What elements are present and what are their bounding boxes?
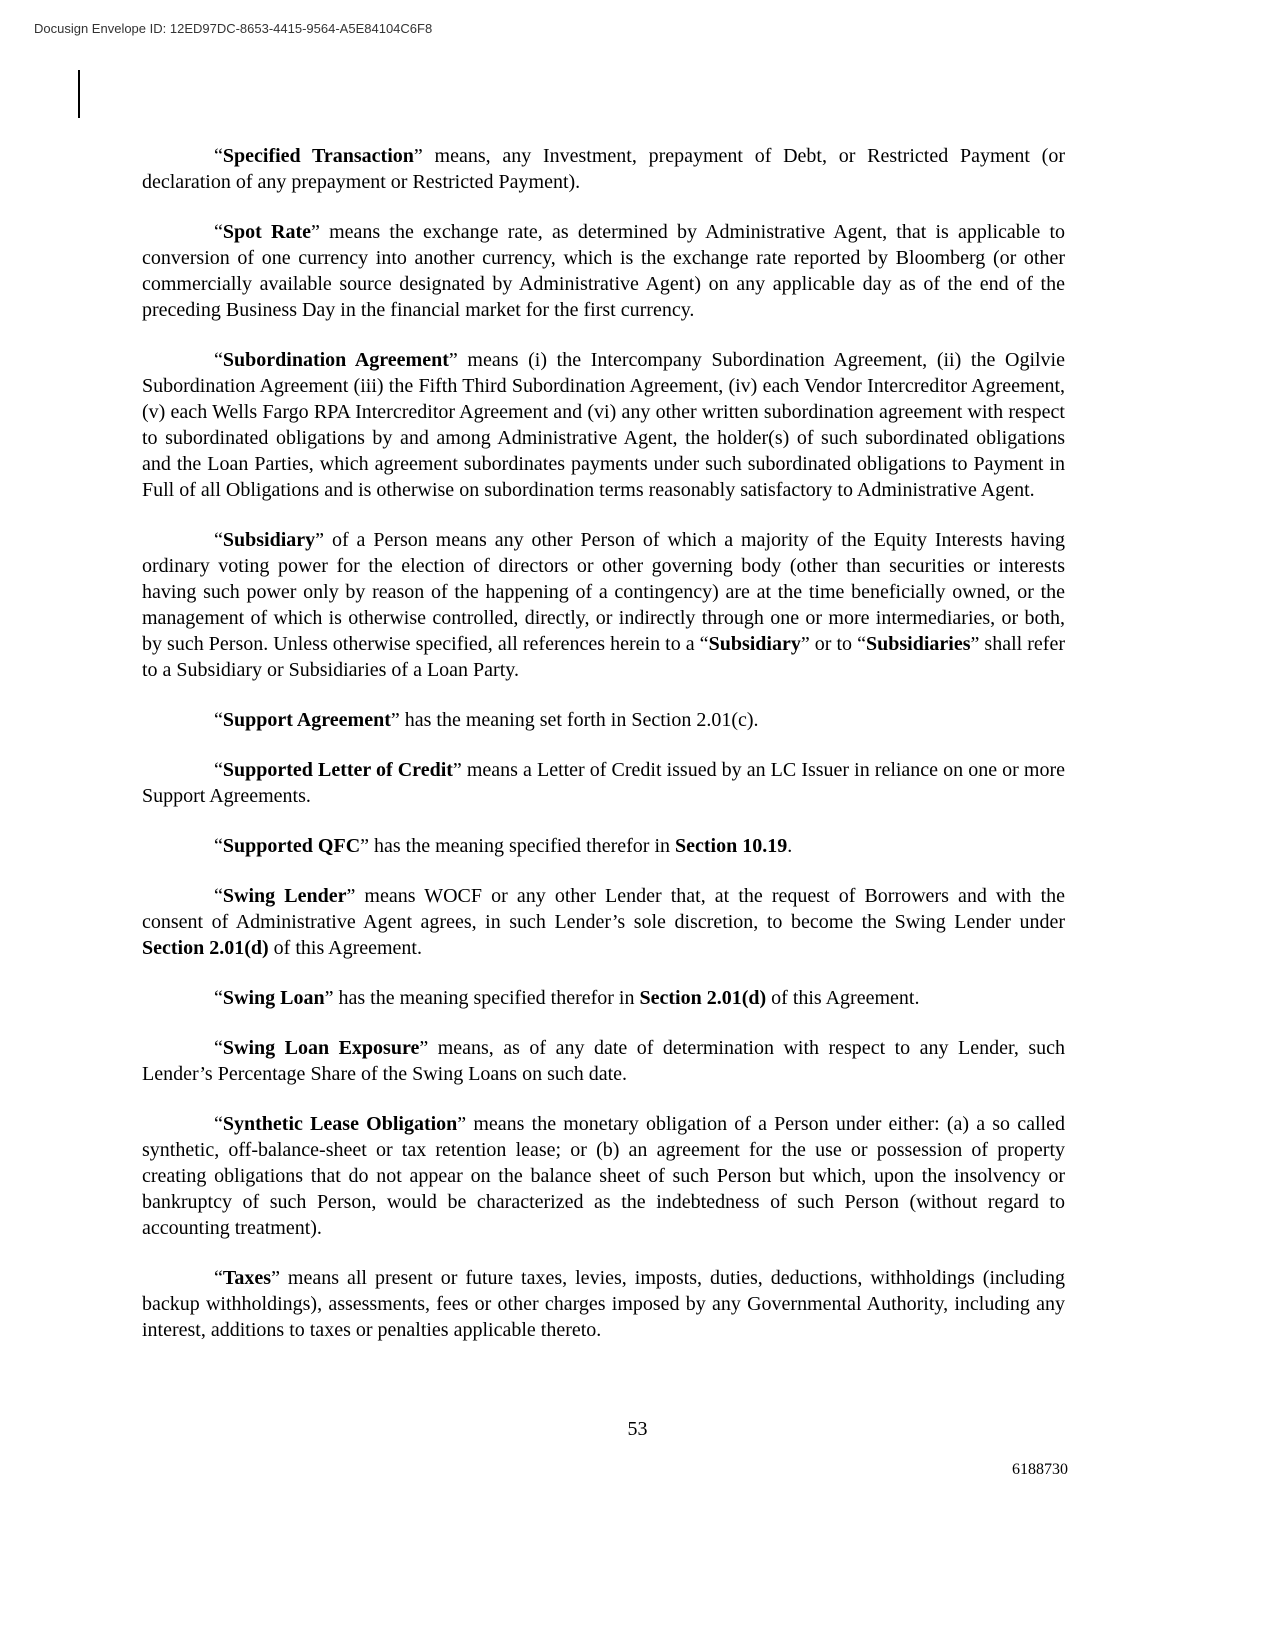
definition-text: “ (214, 221, 223, 243)
defined-term: Supported QFC (222, 835, 361, 857)
defined-term: Section 10.19 (675, 835, 788, 857)
definition-text: “ (214, 145, 223, 167)
defined-term: Swing Lender (222, 885, 347, 907)
definition-text: ” shall refer to a Subsidiary or Subsidiaries of a Loan Party. (142, 633, 1065, 681)
defined-term: Support Agreement (222, 709, 391, 731)
definition-text: “ (214, 349, 223, 371)
defined-term: Subsidiary (222, 529, 316, 551)
definition-paragraph (142, 527, 1065, 683)
page-number: 53 (627, 1418, 648, 1440)
definitions-list (142, 143, 1065, 1367)
definition-text: ” means, any Investment, prepayment of Debt, or Restricted Payment (or declaration of any prepayment or Restricted Payment). (142, 145, 1065, 193)
definition-paragraph (142, 219, 1065, 323)
definition-paragraph (142, 707, 1065, 733)
definition-text: “ (214, 1267, 223, 1289)
definition-text: ” means a Letter of Credit issued by an LC Issuer in reliance on one or more Support Agreements. (142, 759, 1065, 807)
envelope-id: Docusign Envelope ID: 12ED97DC-8653-4415-9564-A5E84104C6F8 (34, 21, 433, 36)
defined-term: Synthetic Lease Obligation (222, 1113, 458, 1135)
defined-term: Swing Loan (222, 987, 325, 1009)
definition-text: “ (214, 1113, 223, 1135)
definition-paragraph (142, 347, 1065, 503)
definition-text: ” has the meaning set forth in Section 2.01(c). (390, 709, 759, 731)
definition-text: “ (214, 759, 223, 781)
definition-text: ” of a Person means any other Person of which a majority of the Equity Interests having ordinary voting power for the election of directors or other governing body (other than securities or interests having such power only by reason of the happening of a contingency) are at the time beneficially owned, or the management of which is otherwise controlled, directly, or indirectly through one or more intermediaries, or both, by such Person. Unless otherwise specified, all references herein to a “ (142, 529, 1065, 655)
definition-text: ” or to “ (800, 633, 866, 655)
definition-text: of this Agreement. (766, 987, 920, 1009)
definition-text: ” means, as of any date of determination with respect to any Lender, such Lender’s Percentage Share of the Swing Loans on such date. (142, 1037, 1065, 1085)
defined-term: Subsidiary (708, 633, 801, 655)
defined-term: Supported Letter of Credit (222, 759, 453, 781)
definition-text: “ (214, 835, 223, 857)
definition-text: ” means (i) the Intercompany Subordination Agreement, (ii) the Ogilvie Subordination Agreement (iii) the Fifth Third Subordination Agreement, (iv) each Vendor Intercreditor Agreement, (v) each Wells Fargo RPA Intercreditor Agreement and (vi) any other written subordination agreement with respect to subordinated obligations by and among Administrative Agent, the holder(s) of such subordinated obligations and the Loan Parties, which agreement subordinates payments under such subordinated obligations to Payment in Full of all Obligations and is otherwise on subordination terms reasonably satisfactory to Administrative Agent. (142, 349, 1065, 501)
definition-text: “ (214, 529, 223, 551)
definition-paragraph (142, 1265, 1065, 1343)
definition-text: of this Agreement. (268, 937, 422, 959)
definition-text: ” means the exchange rate, as determined by Administrative Agent, that is applicable to conversion of one currency into another currency, which is the exchange rate reported by Bloomberg (or other commercially available source designated by Administrative Agent) on any applicable day as of the end of the preceding Business Day in the financial market for the first currency. (142, 221, 1066, 321)
defined-term: Taxes (222, 1267, 272, 1289)
definition-paragraph (142, 833, 1065, 859)
definition-text: . (787, 835, 793, 857)
definition-paragraph (142, 143, 1065, 195)
defined-term: Subsidiaries (866, 633, 971, 655)
definition-text: ” has the meaning specified therefor in (324, 987, 640, 1009)
definition-text: “ (214, 885, 223, 907)
definition-text: “ (214, 1037, 223, 1059)
definition-text: “ (214, 709, 223, 731)
definition-text: ” means all present or future taxes, levies, imposts, duties, deductions, withholdings (including backup withholdings), assessments, fees or other charges imposed by any Governmental Authority, including any interest, additions to taxes or penalties applicable thereto. (142, 1267, 1065, 1341)
definition-text: ” means the monetary obligation of a Person under either: (a) a so called synthetic, off-balance-sheet or tax retention lease; or (b) an agreement for the use or possession of property creating obligations that do not appear on the balance sheet of such Person but which, upon the insolvency or bankruptcy of such Person, would be characterized as the indebtedness of such Person (without regard to accounting treatment). (142, 1113, 1065, 1239)
defined-term: Subordination Agreement (222, 349, 449, 371)
revision-bar (78, 70, 80, 118)
definition-paragraph (142, 1035, 1065, 1087)
defined-term: Specified Transaction (222, 145, 414, 167)
definition-paragraph (142, 985, 1065, 1011)
defined-term: Spot Rate (222, 221, 311, 243)
definition-text: “ (214, 987, 223, 1009)
defined-term: Section 2.01(d) (142, 937, 269, 959)
definition-text: ” has the meaning specified therefor in (360, 835, 676, 857)
defined-term: Section 2.01(d) (639, 987, 767, 1009)
definition-text: ” means WOCF or any other Lender that, at the request of Borrowers and with the consent of Administrative Agent agrees, in such Lender’s sole discretion, to become the Swing Lender under (142, 885, 1066, 933)
definition-paragraph (142, 883, 1065, 961)
defined-term: Swing Loan Exposure (222, 1037, 420, 1059)
definition-paragraph (142, 1111, 1065, 1241)
document-id: 6188730 (1012, 1461, 1068, 1478)
definition-paragraph (142, 757, 1065, 809)
